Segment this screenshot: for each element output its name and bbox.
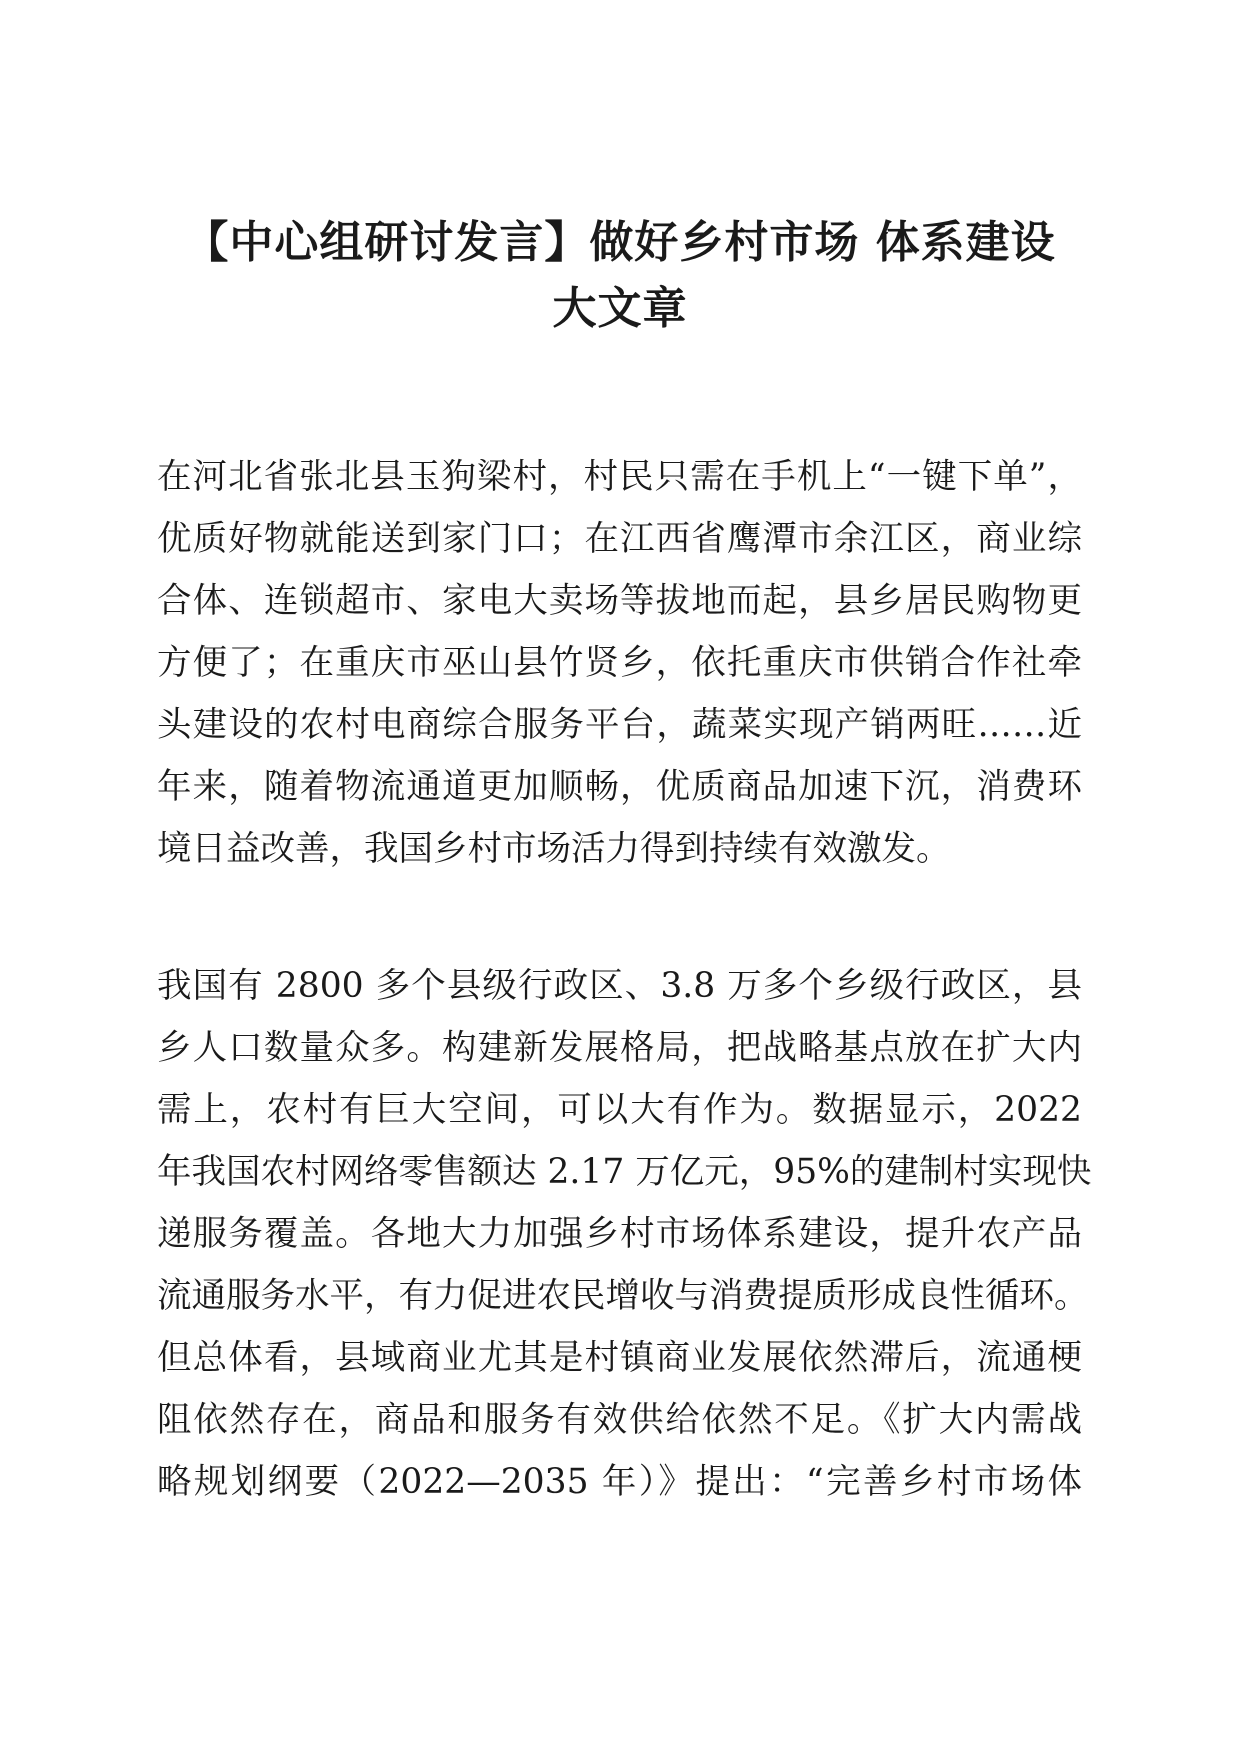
paragraph-line: 乡人口数量众多。构建新发展格局，把战略基点放在扩大内 <box>157 1028 1082 1068</box>
paragraph-1 <box>157 446 1082 880</box>
paragraph-line: 阻依然存在，商品和服务有效供给依然不足。《扩大内需战 <box>157 1400 1082 1440</box>
paragraph-line: 头建设的农村电商综合服务平台，蔬菜实现产销两旺……近 <box>157 705 1082 745</box>
title-line-1: 【中心组研讨发言】做好乡村市场 体系建设 <box>184 217 1056 268</box>
paragraph-line: 但总体看，县域商业尤其是村镇商业发展依然滞后，流通梗 <box>157 1338 1082 1378</box>
paragraph-line: 境日益改善，我国乡村市场活力得到持续有效激发。 <box>157 829 951 869</box>
paragraph-line: 年我国农村网络零售额达 2.17 万亿元，95%的建制村实现快 <box>157 1152 1092 1192</box>
paragraph-line: 递服务覆盖。各地大力加强乡村市场体系建设，提升农产品 <box>157 1214 1082 1254</box>
title-line-2: 大文章 <box>552 283 688 334</box>
paragraph-line: 略规划纲要（2022—2035 年）》提出：“完善乡村市场体 <box>157 1462 1082 1502</box>
paragraph-line: 我国有 2800 多个县级行政区、3.8 万多个乡级行政区，县 <box>157 966 1082 1006</box>
paragraph-line: 在河北省张北县玉狗梁村，村民只需在手机上“一键下单”， <box>157 457 1082 497</box>
document-title <box>150 210 1090 342</box>
paragraph-line: 方便了；在重庆市巫山县竹贤乡，依托重庆市供销合作社牵 <box>157 643 1082 683</box>
paragraph-line: 年来，随着物流通道更加顺畅，优质商品加速下沉，消费环 <box>157 767 1082 807</box>
paragraph-line: 优质好物就能送到家门口；在江西省鹰潭市余江区，商业综 <box>157 519 1082 559</box>
paragraph-2 <box>157 955 1092 1513</box>
paragraph-line: 合体、连锁超市、家电大卖场等拔地而起，县乡居民购物更 <box>157 581 1082 621</box>
paragraph-line: 流通服务水平，有力促进农民增收与消费提质形成良性循环。 <box>157 1276 1089 1316</box>
paragraph-line: 需上，农村有巨大空间，可以大有作为。数据显示，2022 <box>157 1090 1082 1130</box>
